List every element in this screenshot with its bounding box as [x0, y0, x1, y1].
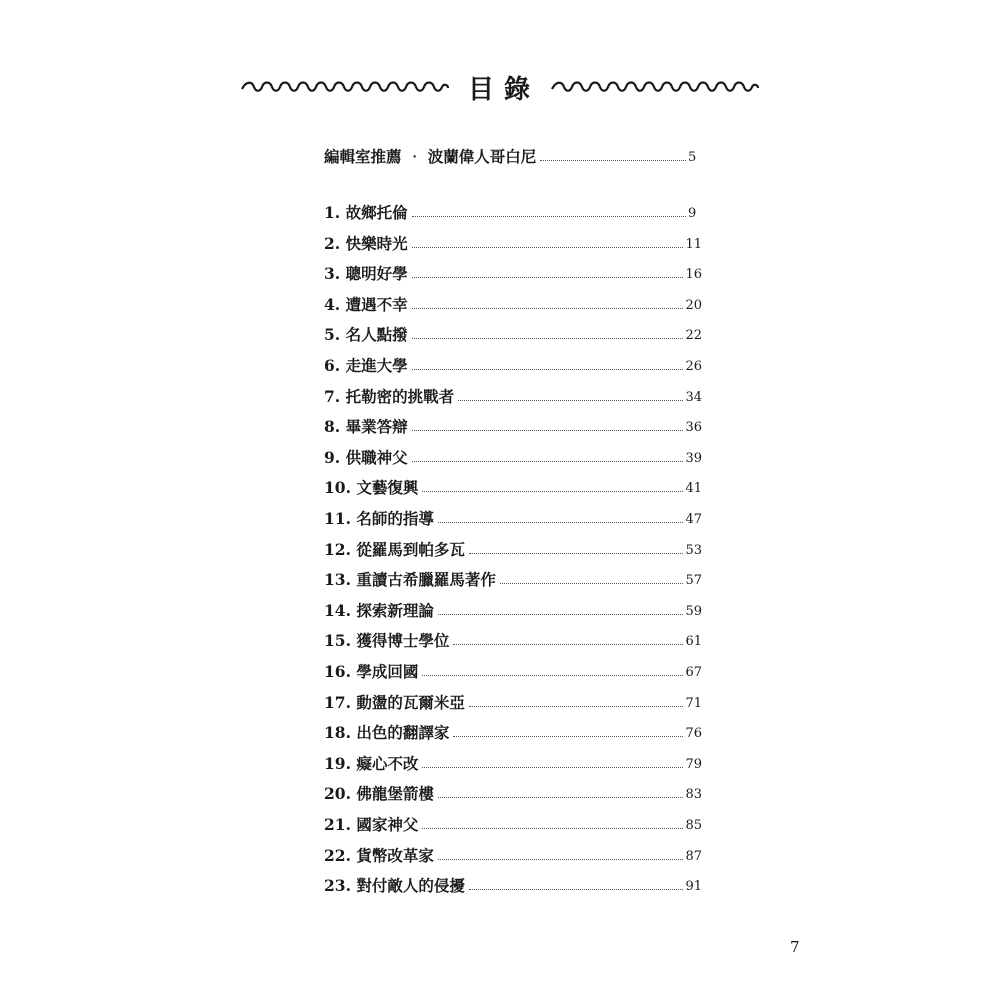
- toc-entry-page: 67: [685, 665, 702, 680]
- toc-entry-page: 16: [685, 267, 702, 283]
- dot-leader: [412, 430, 684, 431]
- toc-entry-page: 41: [685, 481, 702, 497]
- toc-entry-row[interactable]: [324, 750, 702, 774]
- toc-entry-title: 23. 對付敵人的侵擾: [324, 876, 465, 896]
- toc-preface-row[interactable]: [324, 143, 702, 167]
- dot-leader: [412, 338, 684, 339]
- toc-entry-row[interactable]: [324, 719, 702, 743]
- toc-entry-page: 87: [685, 848, 702, 864]
- toc-entry-page: 91: [685, 879, 702, 895]
- toc-entry-row[interactable]: [324, 627, 702, 651]
- toc-entry-page: 57: [685, 573, 702, 589]
- dot-leader: [422, 767, 683, 768]
- dot-leader: [438, 797, 684, 798]
- toc-entry-row[interactable]: [324, 658, 702, 682]
- dot-leader: [453, 736, 683, 737]
- toc-entry-page: 47: [685, 512, 702, 527]
- toc-entry-title: 14. 探索新理論: [324, 600, 434, 620]
- toc-entry-page: 61: [685, 634, 702, 650]
- toc-entry-title: 編輯室推薦 ‧ 波蘭偉人哥白尼: [324, 147, 537, 166]
- toc-entry-row[interactable]: [324, 505, 702, 529]
- toc-entry-page: 22: [685, 328, 702, 344]
- dot-leader: [422, 828, 683, 829]
- dot-leader: [412, 247, 684, 248]
- toc-entry-page: 26: [685, 359, 702, 374]
- toc-entry-row[interactable]: [324, 260, 702, 284]
- toc-entry-page: 59: [685, 603, 702, 619]
- dot-leader: [412, 461, 684, 462]
- toc-entry-title: 16. 學成回國: [324, 662, 419, 681]
- dot-leader: [412, 369, 684, 370]
- page-title: 目錄: [467, 74, 540, 105]
- toc-entry-title: 15. 獲得博士學位: [324, 631, 450, 651]
- toc-entry-page: 9: [688, 206, 697, 221]
- toc-entry-row[interactable]: [324, 383, 702, 407]
- toc-entry-title: 13. 重讀古希臘羅馬著作: [324, 570, 496, 590]
- toc-entry-page: 11: [685, 236, 702, 252]
- toc-entry-row[interactable]: [324, 597, 702, 621]
- toc-entry-page: 79: [685, 756, 702, 772]
- toc-entry-row[interactable]: [324, 811, 702, 835]
- toc-entry-page: 39: [685, 450, 702, 466]
- toc-entry-page: 85: [685, 818, 702, 833]
- toc-entry-page: 20: [685, 297, 702, 313]
- toc-entry-row[interactable]: [324, 474, 702, 498]
- dot-leader: [469, 553, 684, 554]
- right-ornament-icon: [550, 77, 760, 97]
- dot-leader: [438, 522, 684, 523]
- toc-entry-title: 22. 貨幣改革家: [324, 845, 434, 865]
- toc-entry-page: 76: [685, 726, 702, 742]
- toc-entry-page: 34: [685, 389, 702, 405]
- dot-leader: [412, 216, 686, 217]
- toc-entry-title: 8. 畢業答辯: [324, 417, 408, 437]
- dot-leader: [469, 889, 684, 890]
- toc-entry-row[interactable]: [324, 199, 702, 223]
- left-ornament-icon: [240, 77, 450, 97]
- toc-entry-title: 11. 名師的指導: [324, 509, 434, 528]
- toc-entry-row[interactable]: [324, 444, 702, 468]
- dot-leader: [438, 859, 684, 860]
- toc-entry-title: 3. 聰明好學: [324, 264, 408, 284]
- toc-entry-row[interactable]: [324, 842, 702, 866]
- toc-entry-title: 12. 從羅馬到帕多瓦: [324, 539, 465, 559]
- toc-entry-title: 4. 遭遇不幸: [324, 294, 408, 314]
- toc-entry-page: 71: [685, 695, 702, 711]
- dot-leader: [500, 583, 684, 584]
- dot-leader: [422, 675, 683, 676]
- dot-leader: [412, 277, 684, 278]
- dot-leader: [453, 644, 683, 645]
- title-row: [0, 62, 1000, 112]
- toc-entry-title: 19. 癡心不改: [324, 753, 419, 773]
- toc-entry-title: 18. 出色的翻譯家: [324, 723, 450, 743]
- dot-leader: [412, 308, 684, 309]
- toc-entry-page: 83: [685, 787, 702, 803]
- toc-entry-title: 10. 文藝復興: [324, 478, 419, 498]
- toc-entry-row[interactable]: [324, 413, 702, 437]
- toc-entry-page: 36: [685, 420, 702, 436]
- dot-leader: [540, 160, 686, 161]
- toc-entry-title: 20. 佛龍堡箭樓: [324, 784, 434, 804]
- toc-entry-page: 5: [688, 150, 697, 165]
- page-number: 7: [790, 938, 800, 956]
- toc-entry-row[interactable]: [324, 536, 702, 560]
- toc-entry-title: 9. 供職神父: [324, 447, 408, 467]
- toc-entry-title: 7. 托勒密的挑戰者: [324, 386, 455, 406]
- toc-entry-row[interactable]: [324, 780, 702, 804]
- toc-entry-title: 5. 名人點撥: [324, 325, 408, 345]
- toc-entry-title: 21. 國家神父: [324, 815, 419, 834]
- toc-entry-title: 2. 快樂時光: [324, 233, 408, 253]
- dot-leader: [422, 491, 683, 492]
- toc-entry-title: 6. 走進大學: [324, 356, 408, 375]
- toc-entry-title: 1. 故鄉托倫: [324, 203, 408, 222]
- toc-entry-row[interactable]: [324, 872, 702, 896]
- toc-entry-row[interactable]: [324, 689, 702, 713]
- toc-entry-row[interactable]: [324, 566, 702, 590]
- toc-entry-row[interactable]: [324, 291, 702, 315]
- toc-entry-page: 53: [685, 542, 702, 558]
- dot-leader: [438, 614, 684, 615]
- toc-entry-row[interactable]: [324, 230, 702, 254]
- toc-entry-row[interactable]: [324, 352, 702, 376]
- toc-entry-title: 17. 動盪的瓦爾米亞: [324, 692, 465, 712]
- dot-leader: [469, 706, 684, 707]
- toc-entry-row[interactable]: [324, 321, 702, 345]
- dot-leader: [458, 400, 683, 401]
